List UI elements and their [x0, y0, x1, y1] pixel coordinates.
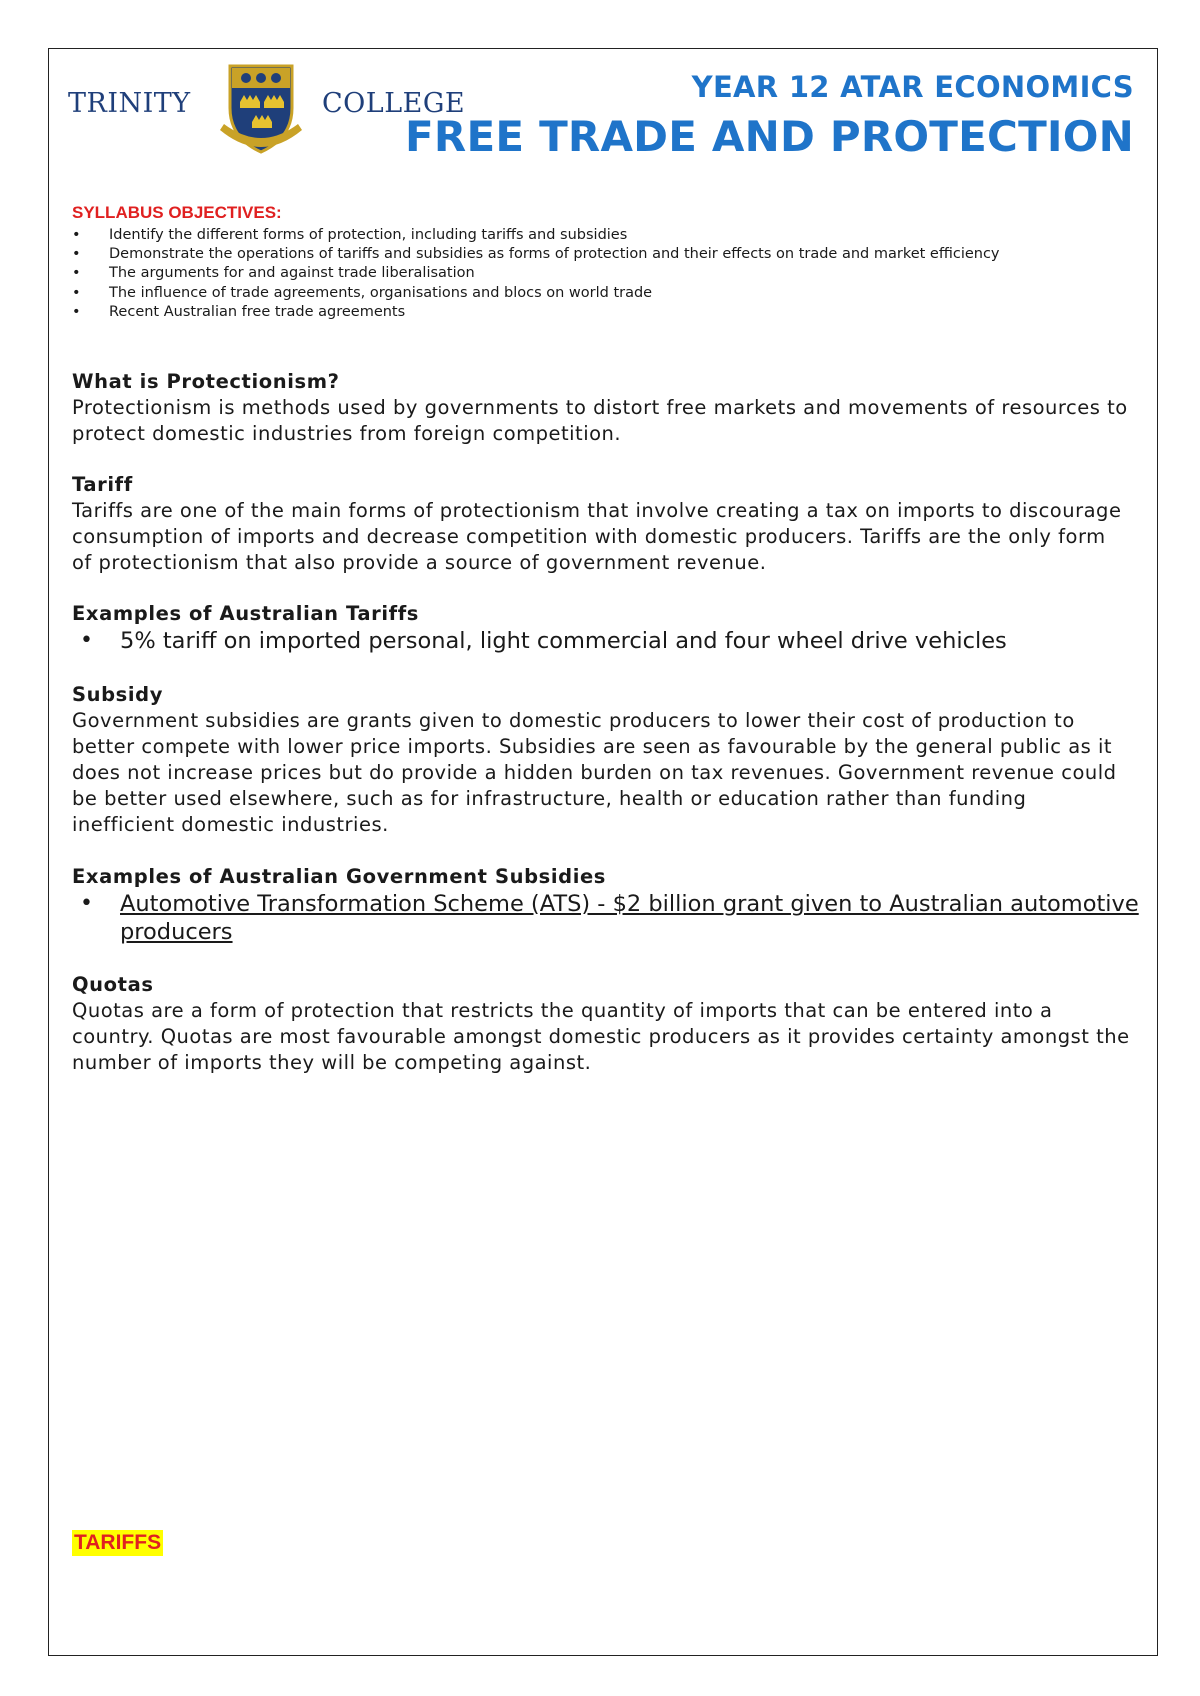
bullet-icon: •	[80, 891, 93, 916]
syllabus-item: • The influence of trade agreements, organisations and blocs on world trade	[72, 284, 1000, 303]
syllabus-title: SYLLABUS OBJECTIVES:	[72, 203, 282, 222]
tariffs-highlight-label: TARIFFS	[74, 1531, 162, 1554]
list-item: • Automotive Transformation Scheme (ATS) - $2 billion grant given to Australian automotive producers	[80, 891, 1139, 945]
quotas-section	[72, 972, 1132, 1076]
section-heading: Examples of Australian Government Subsidies	[72, 865, 607, 888]
section-heading: What is Protectionism?	[72, 370, 340, 393]
protectionism-section	[72, 369, 1132, 447]
syllabus-item: • Recent Australian free trade agreements	[72, 303, 1000, 322]
course-title: YEAR 12 ATAR ECONOMICS	[691, 70, 1134, 104]
syllabus-item: • The arguments for and against trade liberalisation	[72, 264, 1000, 283]
section-heading: Tariff	[72, 473, 133, 496]
section-body: Tariffs are one of the main forms of protectionism that involve creating a tax on imports to discourage consumption of imports and decrease competition with domestic producers. Tariffs are the only form of protectionism that also provide a source of government revenue.	[72, 499, 1122, 574]
section-heading: Examples of Australian Tariffs	[72, 602, 420, 625]
page-title: FREE TRADE AND PROTECTION	[405, 112, 1134, 161]
logo-word-college: COLLEGE	[322, 88, 466, 119]
syllabus-item: • Identify the different forms of protection, including tariffs and subsidies	[72, 226, 1000, 245]
subsidy-examples-section	[72, 864, 1139, 946]
logo-word-trinity: TRINITY	[68, 88, 191, 119]
section-heading: Quotas	[72, 973, 154, 996]
bullet-icon: •	[80, 628, 93, 653]
crest-icon	[218, 60, 304, 156]
section-body: Government subsidies are grants given to domestic producers to lower their cost of production to better compete with lower price imports. Subsidies are seen as favourable by the general public as it does not increase prices but do provide a hidden burden on tax revenues. Government revenue could be better used elsewhere, such as for infrastructure, health or education rather than funding inefficient domestic industries.	[72, 709, 1117, 836]
tariff-section	[72, 472, 1132, 576]
section-heading: Subsidy	[72, 683, 164, 706]
section-body: Protectionism is methods used by governments to distort free markets and movements of resources to protect domestic industries from foreign competition.	[72, 396, 1128, 445]
syllabus-item: • Demonstrate the operations of tariffs and subsidies as forms of protection and their effects on trade and market efficiency	[72, 245, 1000, 264]
list-item: • 5% tariff on imported personal, light commercial and four wheel drive vehicles	[80, 628, 1007, 654]
subsidy-section	[72, 682, 1132, 838]
tariff-examples-section	[72, 601, 1132, 655]
syllabus-list	[72, 226, 1000, 322]
section-body: Quotas are a form of protection that restricts the quantity of imports that can be entered into a country. Quotas are most favourable amongst domestic producers as it provides certainty amongst the number of imports they will be competing against.	[72, 999, 1130, 1074]
